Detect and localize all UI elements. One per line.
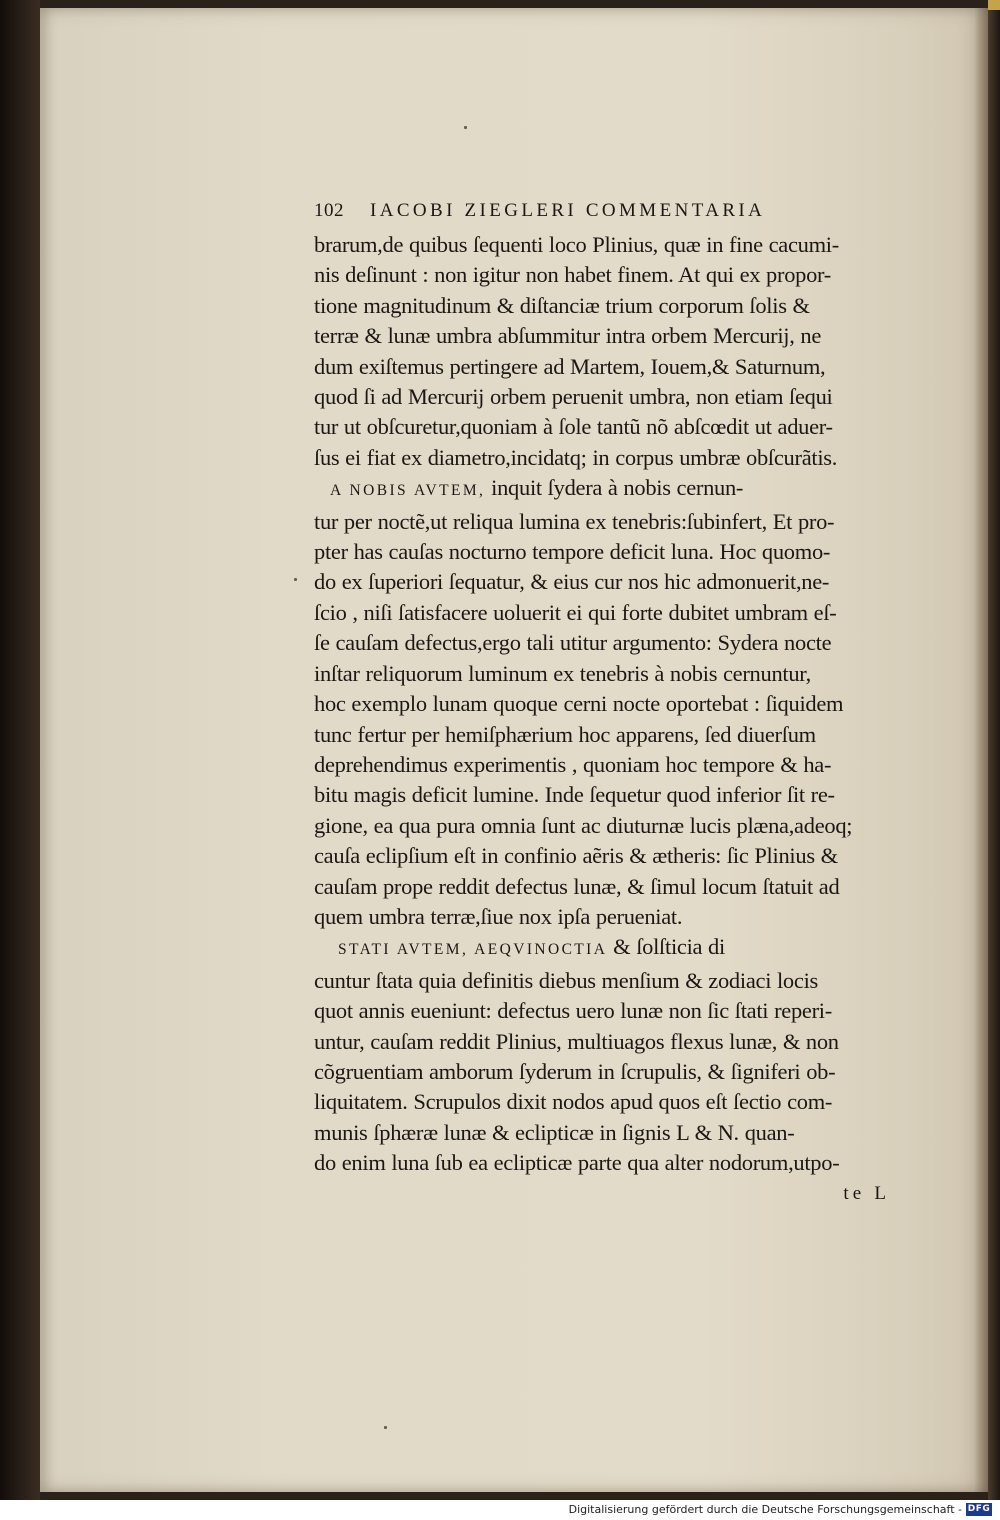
text-line: hoc exemplo lunam quoque cerni nocte oportebat : ſiquidem — [314, 691, 844, 717]
lemma-small-caps: STATI AVTEM, AEQVINOCTIA — [338, 941, 608, 959]
text-line: cõgruentiam amborum ſyderum in ſcrupulis, & ſigniferi ob- — [314, 1058, 836, 1084]
footer-bar — [0, 1500, 1000, 1520]
text-line: ſe cauſam defectus,ergo tali utitur argumento: Sydera nocte — [314, 630, 832, 656]
text-line: do enim luna ſub ea eclipticæ parte qua alter nodorum,utpo- — [314, 1150, 840, 1176]
text-line: inſtar reliquorum luminum ex tenebris à nobis cernuntur, — [314, 660, 811, 686]
text-line: liquitatem. Scrupulos dixit nodos apud quos eſt ſectio com- — [314, 1089, 833, 1115]
text-line: munis ſphæræ lunæ & eclipticæ in ſignis L & N. quan- — [314, 1119, 795, 1145]
dfg-logo-icon: DFG — [967, 1504, 991, 1514]
running-head — [314, 196, 914, 226]
paragraph-3 — [314, 932, 914, 1178]
text-line: ſus ei fiat ex diametro,incidatq; in corpus umbræ obſcurãtis. — [314, 444, 838, 470]
text-line: cauſam prope reddit defectus lunæ, & ſimul locum ſtatuit ad — [314, 873, 840, 899]
text-line: terræ & lunæ umbra abſummitur intra orbem Mercurij, ne — [314, 323, 822, 349]
lemma-continuation: & ſolſticia di — [607, 934, 725, 960]
text-line: ſcio , niſi ſatisfacere uoluerit ei qui forte dubitet umbram eſ- — [314, 599, 837, 625]
text-line: pter has cauſas nocturno tempore deficit luna. Hoc quomo- — [314, 539, 831, 565]
text-line: cauſa eclipſium eſt in confinio aẽris & ætheris: ſic Plinius & — [314, 843, 838, 869]
paper-speck — [384, 1426, 387, 1429]
paragraph-2 — [314, 473, 914, 932]
text-line: cuntur ſtata quia definitis diebus menſium & zodiaci locis — [314, 967, 818, 993]
text-line: gione, ea qua pura omnia ſunt ac diuturnæ lucis plæna,adeoq; — [314, 812, 853, 838]
text-line: quot annis eueniunt: defectus uero lunæ non ſic ſtati reperi- — [314, 998, 832, 1024]
paper-speck — [464, 126, 467, 129]
page-text — [314, 196, 914, 1209]
lemma-small-caps: A NOBIS AVTEM, — [330, 482, 486, 500]
catchword: te L — [843, 1182, 890, 1204]
text-line: nis deſinunt : non igitur non habet finem. At qui ex propor- — [314, 262, 831, 288]
text-line: deprehendimus experimentis , quoniam hoc tempore & ha- — [314, 751, 832, 777]
text-line — [330, 473, 914, 506]
text-line: untur, cauſam reddit Plinius, multiuagos flexus lunæ, & non — [314, 1028, 839, 1054]
text-line: brarum,de quibus ſequenti loco Plinius, quæ in fine cacumi- — [314, 232, 839, 257]
page-gutter-shadow — [974, 8, 988, 1492]
text-line: tunc fertur per hemiſphærium hoc apparens, ſed diuerſum — [314, 721, 816, 747]
corner-color-mark — [988, 0, 1000, 10]
text-line: dum exiſtemus pertingere ad Martem, Iouem,& Saturnum, — [314, 353, 826, 379]
text-line: do ex ſuperiori ſequatur, & eius cur nos hic admonuerit,ne- — [314, 569, 830, 595]
text-line — [338, 932, 914, 965]
text-line: tur ut obſcuretur,quoniam à ſole tantũ nõ abſcœdit ut aduer- — [314, 414, 833, 440]
page-number: 102 — [314, 200, 344, 221]
book-left-edge — [0, 0, 40, 1500]
text-line: bitu magis deficit lumine. Inde ſequetur quod inferior ſit re- — [314, 782, 835, 808]
paper-speck — [294, 578, 297, 581]
text-line: quem umbra terræ,ſiue nox ipſa perueniat. — [314, 903, 683, 929]
text-line: tione magnitudinum & diſtanciæ trium corporum ſolis & — [314, 292, 810, 318]
paragraph-1 — [314, 230, 914, 473]
lemma-continuation: inquit ſydera à nobis cernun- — [485, 475, 744, 501]
book-right-edge — [988, 0, 1000, 1500]
funding-credit: Digitalisierung gefördert durch die Deutsche Forschungsgemeinschaft - — [568, 1503, 962, 1516]
text-line: tur per noctẽ,ut reliqua lumina ex tenebris:ſubinfert, Et pro- — [314, 508, 835, 534]
text-line: quod ſi ad Mercurij orbem peruenit umbra, non etiam ſequi — [314, 384, 833, 410]
running-title: IACOBI ZIEGLERI COMMENTARIA — [370, 200, 766, 221]
